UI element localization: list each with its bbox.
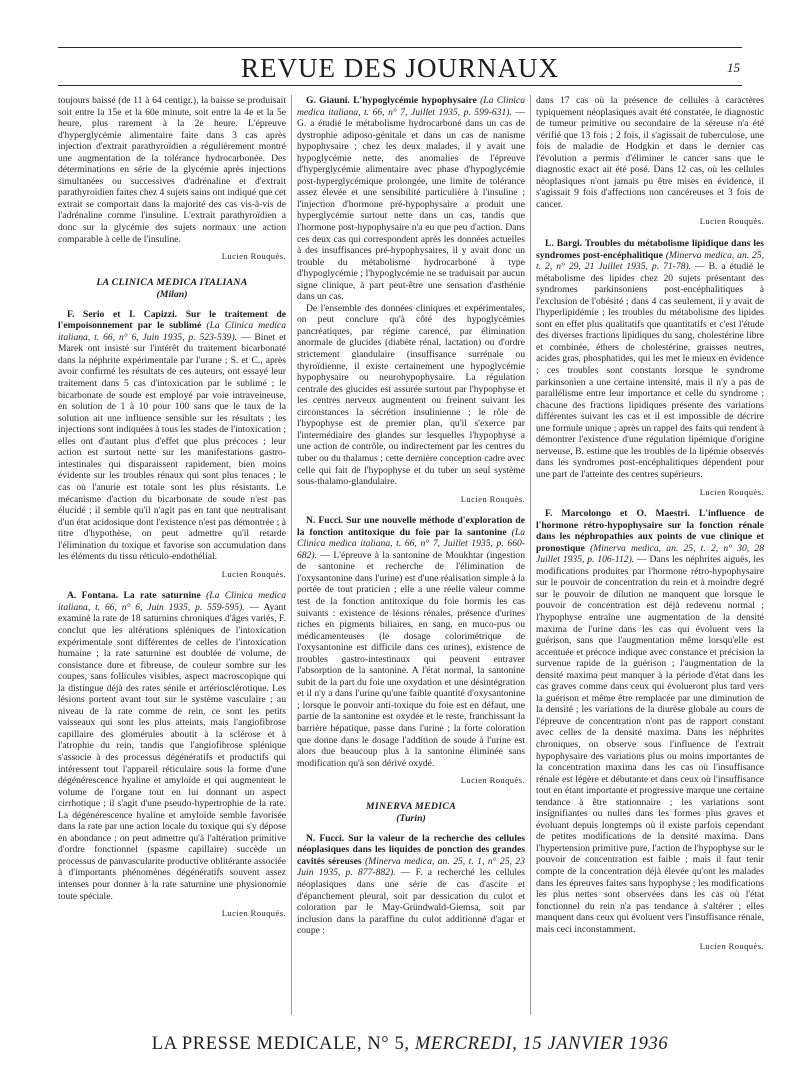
article-heading: N. Fucci. Sur la valeur de la recherche des cellules néoplasiques dans les liquides de ponction des grandes cavités séreuses: [297, 832, 525, 867]
article-body: — F. a recherché les cellules néoplasiques dans une série de cas d'ascite et d'épanchement pleural, soit par dessication du culot et coloration par le May-Gründwald-Giemsa, soit par inclusion dans la paraffine du culot additionné d'agar et coupe :: [297, 867, 525, 937]
author-signature: Lucien Rouquès.: [221, 251, 286, 262]
header-rule-top: [58, 47, 742, 48]
section-heading: LA CLINICA MEDICA ITALIANA: [96, 276, 248, 288]
footer-date: MERCREDI, 15 JANVIER 1936: [414, 1034, 669, 1054]
author-signature: Lucien Rouquès.: [221, 568, 286, 579]
article-heading: L. Bargi. Troubles du métabolisme lipidique dans les syndromes post-encéphalitique: [536, 238, 764, 261]
article-abstract: [297, 833, 525, 937]
column-divider-1: [291, 95, 292, 1015]
article-abstract: [536, 508, 764, 935]
author-signature: Lucien Rouquès.: [699, 941, 764, 952]
article-reference: (La Clinica medica italiana, t. 66, n° 6, Juin 1935, p. 559-595).: [58, 590, 286, 613]
article-abstract: [58, 309, 286, 563]
article-reference: (La Clinica medica italiana, t. 66, n° 7, Juillet 1935, p. 599-631).: [297, 95, 525, 118]
article-body: — Ayant examiné la rate de 18 saturnins chroniques d'âges variés, F. conclut que les altérations spléniques de l'intoxication expérimentale sont différentes de celles de l'intoxication humaine ; la rate saturnine est doublée de volume, de consistance dure et fibreuse, de couleur sombre sur les coupes, sans follicules visibles, aspect macroscopique qui la distingue déjà des rates sénile et artériosclérotique. Les lésions portent avant tout sur le système vasculaire ; au niveau de la rate comme de rein, ce sont les petits vaisseaux qui sont les plus atteints, mais l'angiofibrose capillaire des glomérules aboutit à la sclérose et à l'atrophie du rein, tandis que l'angiofibrose splénique s'associe à des processus dégénératifs et productifs qui intéressent tout l'appareil réticulaire sous la forme d'une dégénérescence hyaline et amyloïde et qui augmentent le volume de l'organe tout en lui donnant un aspect cirrhotique ; il s'agit d'une pseudo-hypertrophie de la rate. La dégénérescence hyaline et amyloïde semble favorisée dans la rate par une action locale du toxique qui s'y dépose en abondance ; on peut admettre qu'à l'altération primitive d'ordre fonctionnel (spasme capillaire) succède un processus de panvascularite productive oblitérante associée à d'importants phénomènes dégénératifs souvent assez intenses pour donner à la rate saturnine une physionomie toute spéciale.: [58, 601, 286, 902]
paragraph: De l'ensemble des données cliniques et expérimentales, on peut conclure qu'à côté des hypoglycémies pancréatiques, par régime carencé, par élimination anormale de glucides (diabète rénal, lactation) ou d'ordre strictement glandulaire (insuffisance surrénale ou thyroïdienne, il existe certainement une hypoglycémie hypophysaire ou neurohypophysaire. La régulation centrale des glucides est assurée surtout par l'hypophyse et les centres nerveux augmentent ou freinent suivant les circonstances la sécrétion insulinienne ; le rôle de l'hypophyse est de premier plan, qu'il s'exerce par l'intermédiaire des glandes sur lesquelles l'hypophyse a une action de contrôle, ou indirectement par les centres du tuber ou du thalamus ; cette dernière conception cadre avec celle qui fait de l'hypophyse et du tuber un seul système sous-thalamo-glandulaire.: [297, 302, 525, 488]
author-signature: Lucien Rouquès.: [221, 908, 286, 919]
article-heading: G. Giauni. L'hypoglycémie hypophysaire: [306, 95, 477, 106]
article-abstract: [297, 515, 525, 769]
article-body: — Dans les néphrites aiguës, les modifications produites par l'hormone rétro-hypophysaire sur le pouvoir de concentration du rein et à moindre degré sur le pouvoir de dilution ne manquent que lorsque le pouvoir de concentration est déjà redevenu normal ; l'hypophyse entraîne une augmentation de la densité maxima de l'urine dans les cas qui évoluent vers la guérison, sans que l'augmentation même lorsqu'elle est accentuée et précoce indique avec constance et précision la survenue rapide de la guérison ; l'augmentation de la densité maxima peut manquer à la période d'état dans les cas graves comme dans ceux qui évolueront plus tard vers la guérison et même être remplacée par une diminution de la densité ; les variations de la diurèse globale au cours de l'épreuve de concentration n'ont pas de rapport constant avec celles de la densité maxima. Dans les néphrites chroniques, on observe sous l'influence de l'extrait hypophysaire des variations plus ou moins importantes de la concentration maxima dans les cas où l'insuffisance rénale est légère et débutante et dans ceux où l'insuffisance tout en étant importante et progressive marque une certaine tendance à être stationnaire ; les variations sont insignifiantes ou nulles dans les formes plus graves et évoluant depuis longtemps où il existe parfois cependant de petites modifications de la densité maxima. Dans l'hypertension primitive pure, l'action de l'hypophyse sur le pouvoir de concentration est faible ; mais il faut tenir compte de la concentration déjà élevée qu'ont les malades dans les épreuves faites sans hypophyse ; les modifications les plus nettes sont observées dans les cas où l'état fonctionnel du rein n'a pas tendance à s'altérer ; elles manquent dans ceux qui évoluent vers l'insuffisance rénale, mais ceci inconstamment.: [536, 554, 764, 935]
section-city: (Turin): [396, 813, 426, 825]
article-abstract: [58, 590, 286, 902]
article-body: — L'épreuve à la santonine de Moukhtar (ingestion de santonine et recherche de l'élimination de l'oxysantonine dans l'urine) est d'une réalisation simple à la portée de tout praticien ; elle a une réelle valeur comme test de la fonction antitoxique du foie hormis les cas suivants : existence de lésions rénales, présence d'urines riches en pigments biliaires, en sang, en muco-pus ou médicamenteuses (le dosage colorimétrique de l'oxysantonine est difficile dans ces urines), existence de troubles gastro-intestinaux qui peuvent entraver l'absorption de la santonine. A l'état normal, la santonine subit de la part du foie une oxydation et une désintégration et il n'y a dans l'urine qu'une faible quantité d'oxysantonine ; lorsque le pouvoir anti-toxique du foie est en défaut, une partie de la santonine est oxydée et le reste, franchissant la barrière hépatique, passe dans l'urine ; la forte coloration que donne dans le dosage l'addition de soude à l'urine est alors due beaucoup plus à la santonine éliminée sans modification qu'à son dérivé oxydé.: [297, 549, 525, 769]
article-abstract: [536, 238, 764, 480]
article-body: — Binet et Marek ont insisté sur l'intérêt du traitement bicarbonaté dans la néphrite expérimentale par l'urane ; S. et C., après avoir confirmé les résultats de ces auteurs, ont essayé leur traitement dans 5 cas d'intoxication par le sublimé ; le bicarbonate de soude est employé par voie intraveineuse, en solution de 1 à 10 pour 100 sans que le taux de la solution ait une influence sensible sur les résultats ; les injections sont indiquées à tous les stades de l'intoxication ; elles ont d'autant plus d'effet que plus précoces ; leur action est surtout nette sur les manifestations gastro-intestinales qui disparaissent rapidement, bien moins évidente sur les troubles rénaux qui sont plus tenaces ; le cas où l'anurie est totale sont les plus résistants. Le mécanisme d'action du bicarbonate de soude n'est pas élucidé ; il semble qu'il n'agit pas en tant que neutralisant d'un état acidosique dont l'existence n'est pas démontrée ; à titre d'hypothèse, on peut admettre qu'il retarde l'élimination du toxique et favorise son accumulation dans les éléments du tissu réticulo-endothélial.: [58, 331, 286, 563]
article-heading: F. Marcolongo et O. Maestri. L'influence de l'hormone rétro-hypophysaire sur la fonction rénale dans les néphropathies aux points de vue clinique et pronostique: [536, 508, 764, 554]
article-reference: (La Clinica medica italiana, t. 66, n° 7, Juillet 1935, p. 660-682).: [297, 526, 525, 561]
footer-journal: LA PRESSE MEDICALE, N° 5,: [151, 1034, 415, 1054]
article-reference: (La Clinica medica italiana, t. 66, n° 6, Juin 1935, p. 523-539).: [58, 320, 286, 343]
column-1: [58, 95, 286, 1020]
running-header-title: REVUE DES JOURNAUX: [240, 53, 559, 83]
page-number: 15: [727, 60, 740, 75]
column-3: [536, 95, 764, 1020]
column-2: [297, 95, 525, 1020]
article-heading: A. Fontana. La rate saturnine: [67, 590, 201, 602]
running-footer: [60, 1034, 760, 1055]
article-body: — G. a étudié le métabolisme hydrocarboné dans un cas de dystrophie adiposo-génitale et dans un cas de nanisme hypophysaire ; chez les deux malades, il y avait une hypoglycémie nette, des anomalies de l'épreuve d'hyperglycémie alimentaire avec phase d'hypoglycémie post-hyperglycémique prolongée, une limite de tolérance assez élevée et une sensibilité particulière à l'insuline ; l'injection d'hormone pré-hypophysaire a produit une hyperglycémie surtout nette dans un cas, tandis que l'hormone post-hypophysaire n'a eu que peu d'action. Dans ces deux cas qui correspondent après les données actuelles à des insuffisances pré-hypophysaires, il y avait donc un trouble du métabolisme hydrocarboné à type d'hypoglycémie ; l'hypoglycémie ne se traduisait par aucun signe clinique, à part peut-être une sensation d'asthénie dans un cas.: [297, 106, 525, 303]
article-body: — B. a étudié le métabolisme des lipides chez 20 sujets présentant des syndromes parkinsoniens post-encéphalitiques à l'exclusion de l'obésité ; dans 4 cas seulement, il y avait de l'hyperlipidémie ; les troubles du métabolisme des lipides sont en effet plus qualitatifs que quantitatifs et c'est l'étude des diverses fractions lipidiques du sang, cholestérine libre et combinée, éthers de cholestérine, graisses neutres, acides gras, phosphatides, qui les met le mieux en évidence ; ces troubles sont constants lorsque le syndrome parkinsonien a une certaine intensité, mais il n'y a pas de parallélisme entre leur importance et celle du syndrome ; chacune des fractions lipidiques présente des variations différentes suivant les cas et il est impossible de décrire une formule unique ; après un rappel des faits qui tendent à démontrer l'existence d'une régulation lipémique d'origine nerveuse, B. estime que les troubles de la lipémie observés dans les syndromes post-encéphalitiques dépendent pour une part de l'atteinte des centres supérieurs.: [536, 261, 764, 480]
article-heading: F. Serio et I. Capizzi. Sur le traitement de l'empoisonnement par le sublimé: [58, 308, 286, 332]
article-abstract: [297, 95, 525, 303]
section-heading: MINERVA MEDICA: [365, 800, 457, 812]
author-signature: Lucien Rouquès.: [699, 486, 764, 497]
article-reference: (Minerva medica, an. 25, t. 2, n° 29, 21 Juillet 1935, p. 71-78).: [536, 249, 764, 273]
author-signature: Lucien Rouquès.: [460, 493, 525, 504]
paragraph: dans 17 cas où la présence de cellules à caractères typiquement néoplasiques avait été constatée, le diagnostic de tumeur primitive ou secondaire de la séreuse n'a été vérifié que 13 fois ; 2 fois, il s'agissait de tuberculose, une fois de maladie de Hodgkin et dans le dernier cas l'évolution a permis d'éliminer le cancer sans que le diagnostic exact ait été posé. Dans 12 cas, où les cellules néoplasiques n'ont jamais pu être mises en évidence, il s'agissait 9 fois d'affections non cancéreuses et 3 fois de cancer.: [536, 95, 764, 210]
author-signature: Lucien Rouquès.: [460, 775, 525, 786]
section-city: (Milan): [156, 289, 188, 301]
paragraph: toujours baissé (de 11 à 64 centigr.), la baisse se produisait soit entre la 15e et la 60e minute, soit entre la 4e et la 5e heure, plus rarement à la 2e heure. L'épreuve d'hyperglycémie alimentaire faite dans 3 cas après injection d'extrait parathyroïdien a régulièrement montré une augmentation de la tolérance hydrocarbonée. Des déterminations en série de la glycémie après injections simultanées ou successives d'adrénaline et d'extrait parathyroïdien faites chez 4 sujets sains ont indiqué que cet extrait se comportait dans la majorité des cas vis-à-vis de l'adrénaline comme l'insuline. L'extrait parathyroïdien a donc sur la glycémie des sujets normaux une action comparable à celle de l'insuline.: [58, 95, 286, 245]
article-heading: N. Fucci. Sur une nouvelle méthode d'exploration de la fonction antitoxique du foie par la santonine: [297, 515, 525, 538]
header-rule-bottom: [58, 85, 742, 86]
column-divider-2: [530, 95, 531, 1015]
author-signature: Lucien Rouquès.: [699, 216, 764, 227]
article-reference: (Minerva medica, an. 25, t. 2, n° 30, 28 Juillet 1935, p. 106-112).: [536, 542, 764, 566]
article-reference: (Minerva medica, an. 25, t. 1, n° 25, 23 Juin 1935, p. 877-882).: [297, 855, 525, 879]
